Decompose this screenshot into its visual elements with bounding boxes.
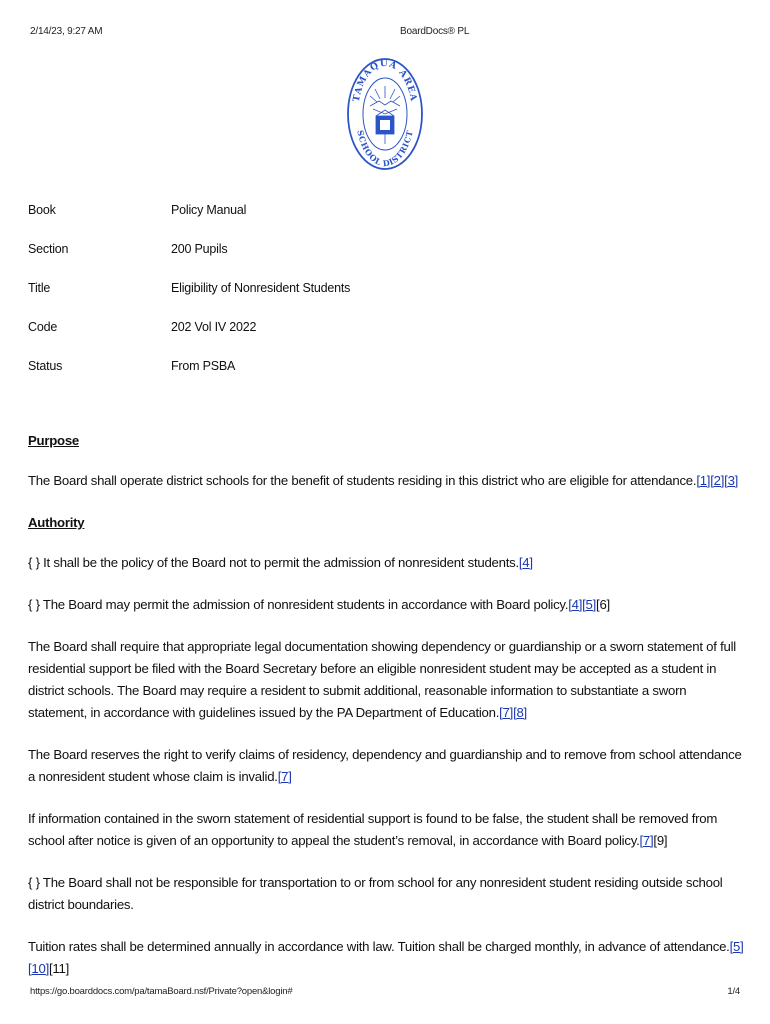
authority-paragraph-5 (28, 808, 744, 852)
district-seal-logo (346, 56, 424, 172)
policy-body (28, 430, 744, 1000)
status-value: From PSBA (171, 359, 236, 373)
section-value: 200 Pupils (171, 242, 228, 256)
authority-paragraph-4 (28, 744, 744, 788)
purpose-text: The Board shall operate district schools for the benefit of students residing in this district who are eligible for attendance. (28, 473, 697, 488)
reference-6: [6] (596, 597, 610, 612)
policy-metadata (28, 203, 728, 398)
print-url: https://go.boarddocs.com/pa/tamaBoard.nsf/Private?open&login# (30, 986, 293, 997)
authority-paragraph-6 (28, 872, 744, 916)
meta-row-title (28, 281, 728, 320)
meta-row-status (28, 359, 728, 398)
reference-link-3[interactable]: [3] (724, 473, 739, 488)
paragraph-text: The Board reserves the right to verify claims of residency, dependency and guardianship and to remove from school attendance a nonresident student whose claim is invalid. (28, 747, 742, 784)
authority-paragraph-3 (28, 636, 744, 724)
authority-paragraph-2 (28, 594, 744, 616)
book-value: Policy Manual (171, 203, 247, 217)
authority-heading: Authority (28, 515, 85, 530)
svg-text:TAMAQUA AREA: TAMAQUA AREA (351, 58, 419, 103)
meta-row-code (28, 320, 728, 359)
title-value: Eligibility of Nonresident Students (171, 281, 351, 295)
reference-link-10[interactable]: [10] (28, 961, 49, 976)
purpose-heading: Purpose (28, 433, 80, 448)
reference-link-4[interactable]: [4] (518, 555, 533, 570)
code-label: Code (28, 320, 58, 334)
meta-row-book (28, 203, 728, 242)
status-label: Status (28, 359, 63, 373)
section-label: Section (28, 242, 69, 256)
paragraph-text: The Board shall require that appropriate legal documentation showing dependency or guardianship or a sworn statement of full residential support be filed with the Board Secretary before an eligible nonresident student may be accepted as a student in district schools. The Board may require a resident to submit additional, reasonable information to substantiate a sworn statement, in accordance with guidelines issued by the PA Department of Education. (28, 639, 736, 720)
paragraph-text: { } The Board may permit the admission of nonresident students in accordance with Board policy. (28, 597, 569, 612)
book-label: Book (28, 203, 56, 217)
title-label: Title (28, 281, 51, 295)
reference-link-7[interactable]: [7] (639, 833, 654, 848)
authority-paragraph-1 (28, 552, 744, 574)
meta-row-section (28, 242, 728, 281)
print-site-title: BoardDocs® PL (400, 26, 470, 37)
code-value: 202 Vol IV 2022 (171, 320, 257, 334)
reference-link-2[interactable]: [2] (710, 473, 725, 488)
reference-link-7[interactable]: [7] (499, 705, 514, 720)
reference-11: [11] (49, 961, 70, 976)
svg-text:SCHOOL DISTRICT: SCHOOL DISTRICT (355, 129, 415, 169)
reference-link-7[interactable]: [7] (277, 769, 292, 784)
page-number: 1/4 (727, 986, 740, 997)
reference-link-8[interactable]: [8] (513, 705, 527, 720)
authority-paragraph-7 (28, 936, 744, 980)
paragraph-text: If information contained in the sworn statement of residential support is found to be false, the student shall be removed from school after notice is given of an opportunity to appeal the student’s removal, in accordance with Board policy. (28, 811, 718, 848)
paragraph-text: { } The Board shall not be responsible for transportation to or from school for any nonresident student residing outside school district boundaries. (28, 875, 723, 912)
reference-link-5[interactable]: [5] (582, 597, 597, 612)
print-datetime: 2/14/23, 9:27 AM (30, 26, 103, 37)
reference-link-1[interactable]: [1] (696, 473, 711, 488)
paragraph-text: Tuition rates shall be determined annually in accordance with law. Tuition shall be charged monthly, in advance of attendance. (28, 939, 730, 954)
reference-9: [9] (653, 833, 668, 848)
reference-link-4[interactable]: [4] (568, 597, 583, 612)
reference-link-5[interactable]: [5] (729, 939, 744, 954)
purpose-paragraph (28, 470, 744, 492)
paragraph-text: { } It shall be the policy of the Board not to permit the admission of nonresident students. (28, 555, 519, 570)
